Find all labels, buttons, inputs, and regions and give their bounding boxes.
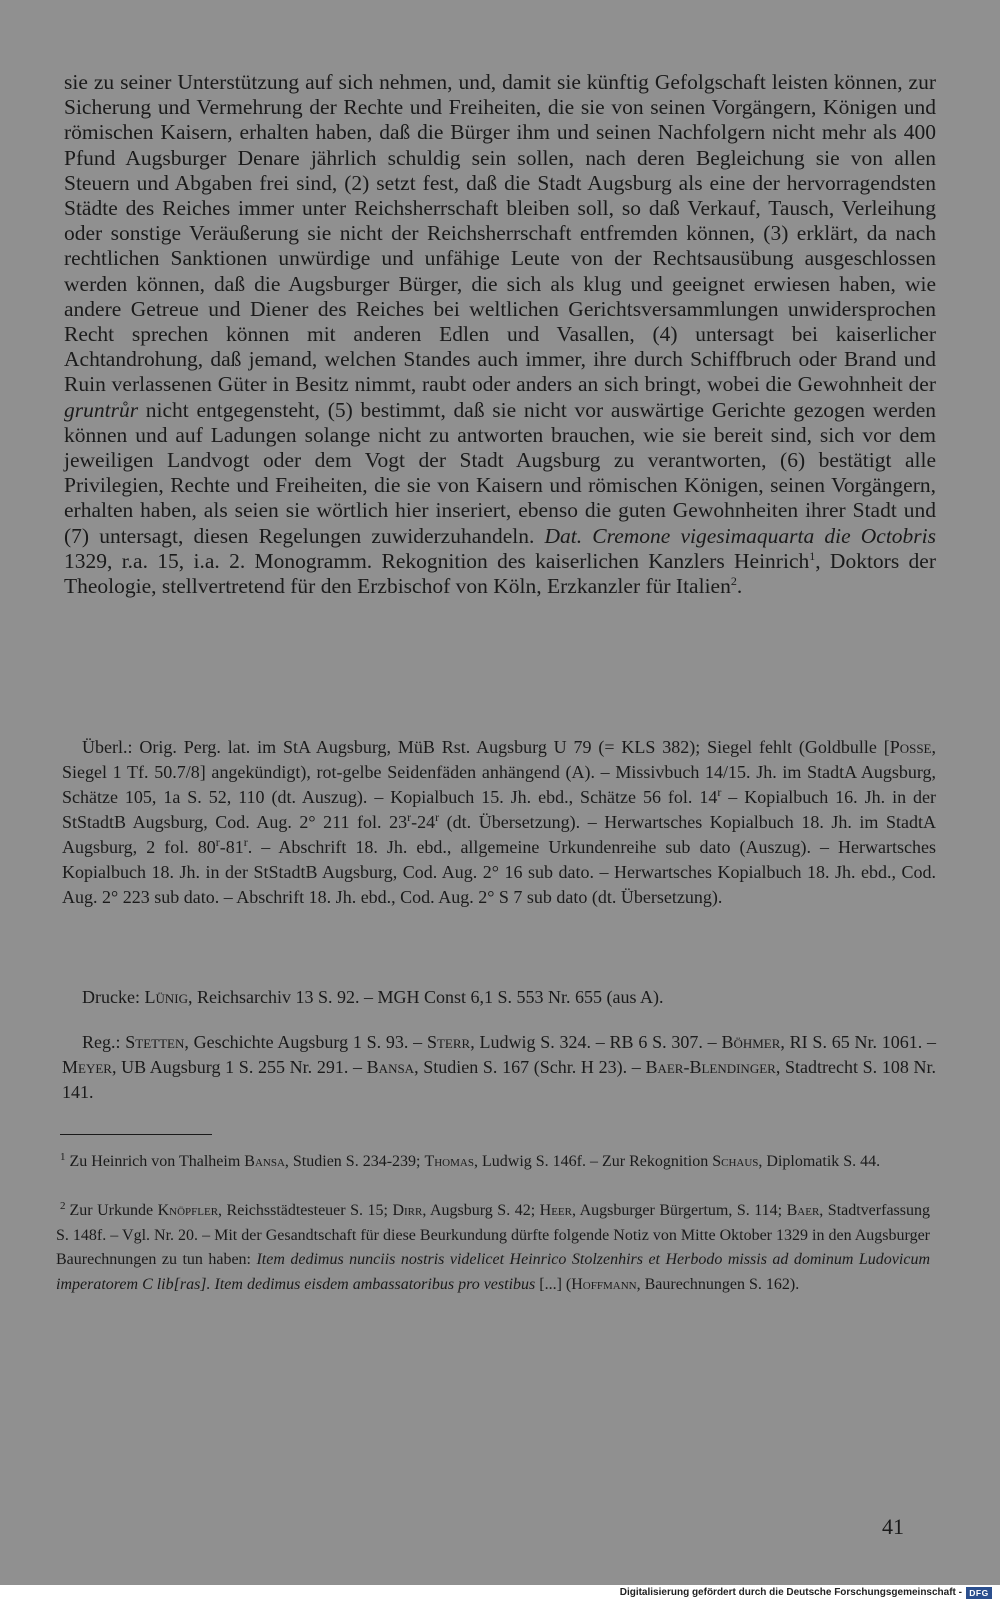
text-part: , Siegel 1 Tf. 50.7/8] angekündigt), rot-gelbe Seidenfäden anhängend (A). – Missivbuch 14/15. Jh. im StadtA Augsburg, Schätze 105, 1a S. 52, 110 (dt. Auszug). – Kopialbuch 15. Jh. ebd., Schätze 56 fol. 14 [62,737,936,807]
author-name: Bansa [244,1153,285,1170]
text-part: , Studien S. 234-239; [284,1153,425,1170]
text-part: -24 [411,812,436,832]
text-part: , Reichsarchiv 13 S. 92. – MGH Const 6,1 S. 553 Nr. 655 (aus A). [187,987,664,1007]
author-name: Baer-Blendinger [645,1057,776,1077]
text-part: , Stadtrecht S. 108 Nr. 141. [62,1057,936,1102]
author-name: Schaus [712,1153,759,1170]
regest-text-part: . [736,574,743,599]
quoted-source-text: Item dedimus nunciis nostris videlicet Heinrico Stolzenhirs et Herbodo missis ad dominum Ludovicum imperatorem C lib[ras]. Item dedimus eisdem ambassatoribus pro vestibus [56,1251,930,1293]
section-label: Drucke: [82,987,145,1007]
recto-mark: r [215,835,220,849]
text-part: [...] ( [535,1275,572,1293]
text-part: , Baurechnungen S. 162). [636,1275,800,1293]
author-name: Posse [889,737,932,757]
author-name: Hoffmann [571,1275,637,1293]
italic-term: gruntrůr [64,397,139,422]
text-part: Zu Heinrich von Thalheim [69,1153,245,1170]
funding-notice: Digitalisierung gefördert durch die Deutsche Forschungsgemeinschaft - [619,1587,962,1598]
footnote-ref-1: 1 [809,548,816,563]
text-part: , UB Augsburg 1 S. 255 Nr. 291. – [111,1057,367,1077]
regest-text-part: nicht entgegensteht, (5) bestimmt, daß sie nicht vor auswärtige Gerichte gezogen werden können und auf Ladungen solange nicht zu antworten brauchen, wie sie bereit sind, sich vor dem jeweiligen Landvogt oder dem Vogt der Stadt Augsburg zu verantworten, (6) bestätigt alle Privilegien, Rechte und Freiheiten, die sie von Kaisern und römischen Königen, seinen Vorgängern, erhalten haben, als seien sie wörtlich hier inseriert, ebenso die guten Gewohnheiten ihrer Stadt und (7) untersagt, diesen Regelungen zuwiderzuhandeln. [64,397,936,548]
author-name: Bansa [366,1057,415,1077]
author-name: Heer [539,1202,572,1219]
author-name: Sterr [426,1032,471,1052]
author-name: Thomas [424,1153,474,1170]
text-part: , Augsburg S. 42; [422,1202,540,1219]
text-part: Zur Urkunde [69,1202,158,1219]
author-name: Lünig [144,987,188,1007]
footnote-1 [56,1150,930,1175]
author-name: Meyer [62,1057,112,1077]
text-part: , Ludwig S. 146f. – Zur Rekognition [473,1153,713,1170]
text-part: , Ludwig S. 324. – RB 6 S. 307. – [470,1032,722,1052]
regest-text [64,70,936,599]
author-name: Baer [786,1202,820,1219]
footnote-ref-2: 2 [730,573,737,588]
text-part: . – Abschrift 18. Jh. ebd., allgemeine Urkundenreihe sub dato (Auszug). – Herwartsches Kopialbuch 18. Jh. in der StStadtB Augsburg, Cod. Aug. 2° 16 sub dato. – Herwartsches Kopialbuch 18. Jh. ebd., Cod. Aug. 2° 223 sub dato. – Abschrift 18. Jh. ebd., Cod. Aug. 2° S 7 sub dato (dt. Übersetzung). [62,837,936,907]
footnote-separator [60,1134,212,1135]
text-part: – Kopialbuch 16. Jh. in der StStadtB Augsburg, Cod. Aug. 2° 211 fol. 23 [62,787,936,832]
text-part: , Studien S. 167 (Schr. H 23). – [414,1057,646,1077]
text-part: , Geschichte Augsburg 1 S. 93. – [184,1032,427,1052]
regest-text-part: , Doktors der Theologie, stellvertretend für den Erzbischof von Köln, Erzkanzler für Italien [64,548,936,599]
footnote-number: 2 [60,1199,66,1212]
author-name: Böhmer [721,1032,781,1052]
author-name: Knöpfler [157,1202,219,1219]
text-part: , Reichsstädtesteuer S. 15; [218,1202,393,1219]
recto-mark: r [243,835,248,849]
regest-text-part: 1329, r.a. 15, i.a. 2. Monogramm. Rekognition des kaiserlichen Kanzlers Heinrich [64,548,810,573]
footnote-number: 1 [60,1150,66,1163]
text-part: -81 [219,837,244,857]
ueberlieferung-section [62,735,936,910]
regesten-section [62,1030,936,1105]
recto-mark: r [407,810,412,824]
section-label: Reg.: [82,1032,126,1052]
recto-mark: r [717,785,722,799]
text-part: (dt. Übersetzung). – Herwartsches Kopialbuch 18. Jh. im StadtA Augsburg, 2 fol. 80 [62,812,936,857]
text-part: , Augsburger Bürgertum, S. 114; [571,1202,787,1219]
text-part: , RI S. 65 Nr. 1061. – [780,1032,937,1052]
drucke-section [62,985,936,1010]
dating-clause: Dat. Cremone vigesimaquarta die Octobris [544,523,937,548]
author-name: Stetten [125,1032,185,1052]
text-part: , Diplomatik S. 44. [758,1153,881,1170]
recto-mark: r [435,810,440,824]
dfg-logo: DFG [966,1587,992,1599]
text-part: , Stadtverfassung S. 148f. – Vgl. Nr. 20. – Mit der Gesandtschaft für diese Beurkundung dürfte folgende Notiz von Mitte Oktober 1329 in den Augsburger Baurechnungen zu tun haben: [56,1202,930,1268]
footnote-2 [56,1199,930,1297]
page-number: 41 [882,1514,904,1539]
regest-text-part: sie zu seiner Unterstützung auf sich nehmen, und, damit sie künftig Gefolgschaft leisten können, zur Sicherung und Vermehrung der Rechte und Freiheiten, die sie von seinen Vorgängern, Königen und römischen Kaisern, erhalten haben, daß die Bürger ihm und seinen Nachfolgern nicht mehr als 400 Pfund Augsburger Denare jährlich schuldig sein sollen, nach deren Begleichung sie von allen Steuern und Abgaben frei sind, (2) setzt fest, daß die Stadt Augsburg als eine der hervorragendsten Städte des Reiches immer unter Reichsherrschaft bleiben soll, so daß Verkauf, Tausch, Verleihung oder sonstige Veräußerung sie nicht der Reichsherrschaft entfremden können, (3) erklärt, da nach rechtlichen Sanktionen unwürdige und unfähige Leute von der Rechtsausübung ausgeschlossen werden können, daß die Augsburger Bürger, die sich als klug und geeignet erwiesen haben, wie andere Getreue und Diener des Reiches bei weltlichen Gerichtsversammlungen unwidersprochen Recht sprechen können mit anderen Edlen und Vasallen, (4) untersagt bei kaiserlicher Achtandrohung, daß jemand, welchen Standes auch immer, ihre durch Schiffbruch oder Brand und Ruin verlassenen Güter in Besitz nimmt, raubt oder anders an sich bringt, wobei die Gewohnheit der [64,70,936,397]
text-part: Überl.: Orig. Perg. lat. im StA Augsburg, MüB Rst. Augsburg U 79 (= KLS 382); Siegel fehlt (Goldbulle [ [82,737,890,757]
author-name: Dirr [392,1202,423,1219]
